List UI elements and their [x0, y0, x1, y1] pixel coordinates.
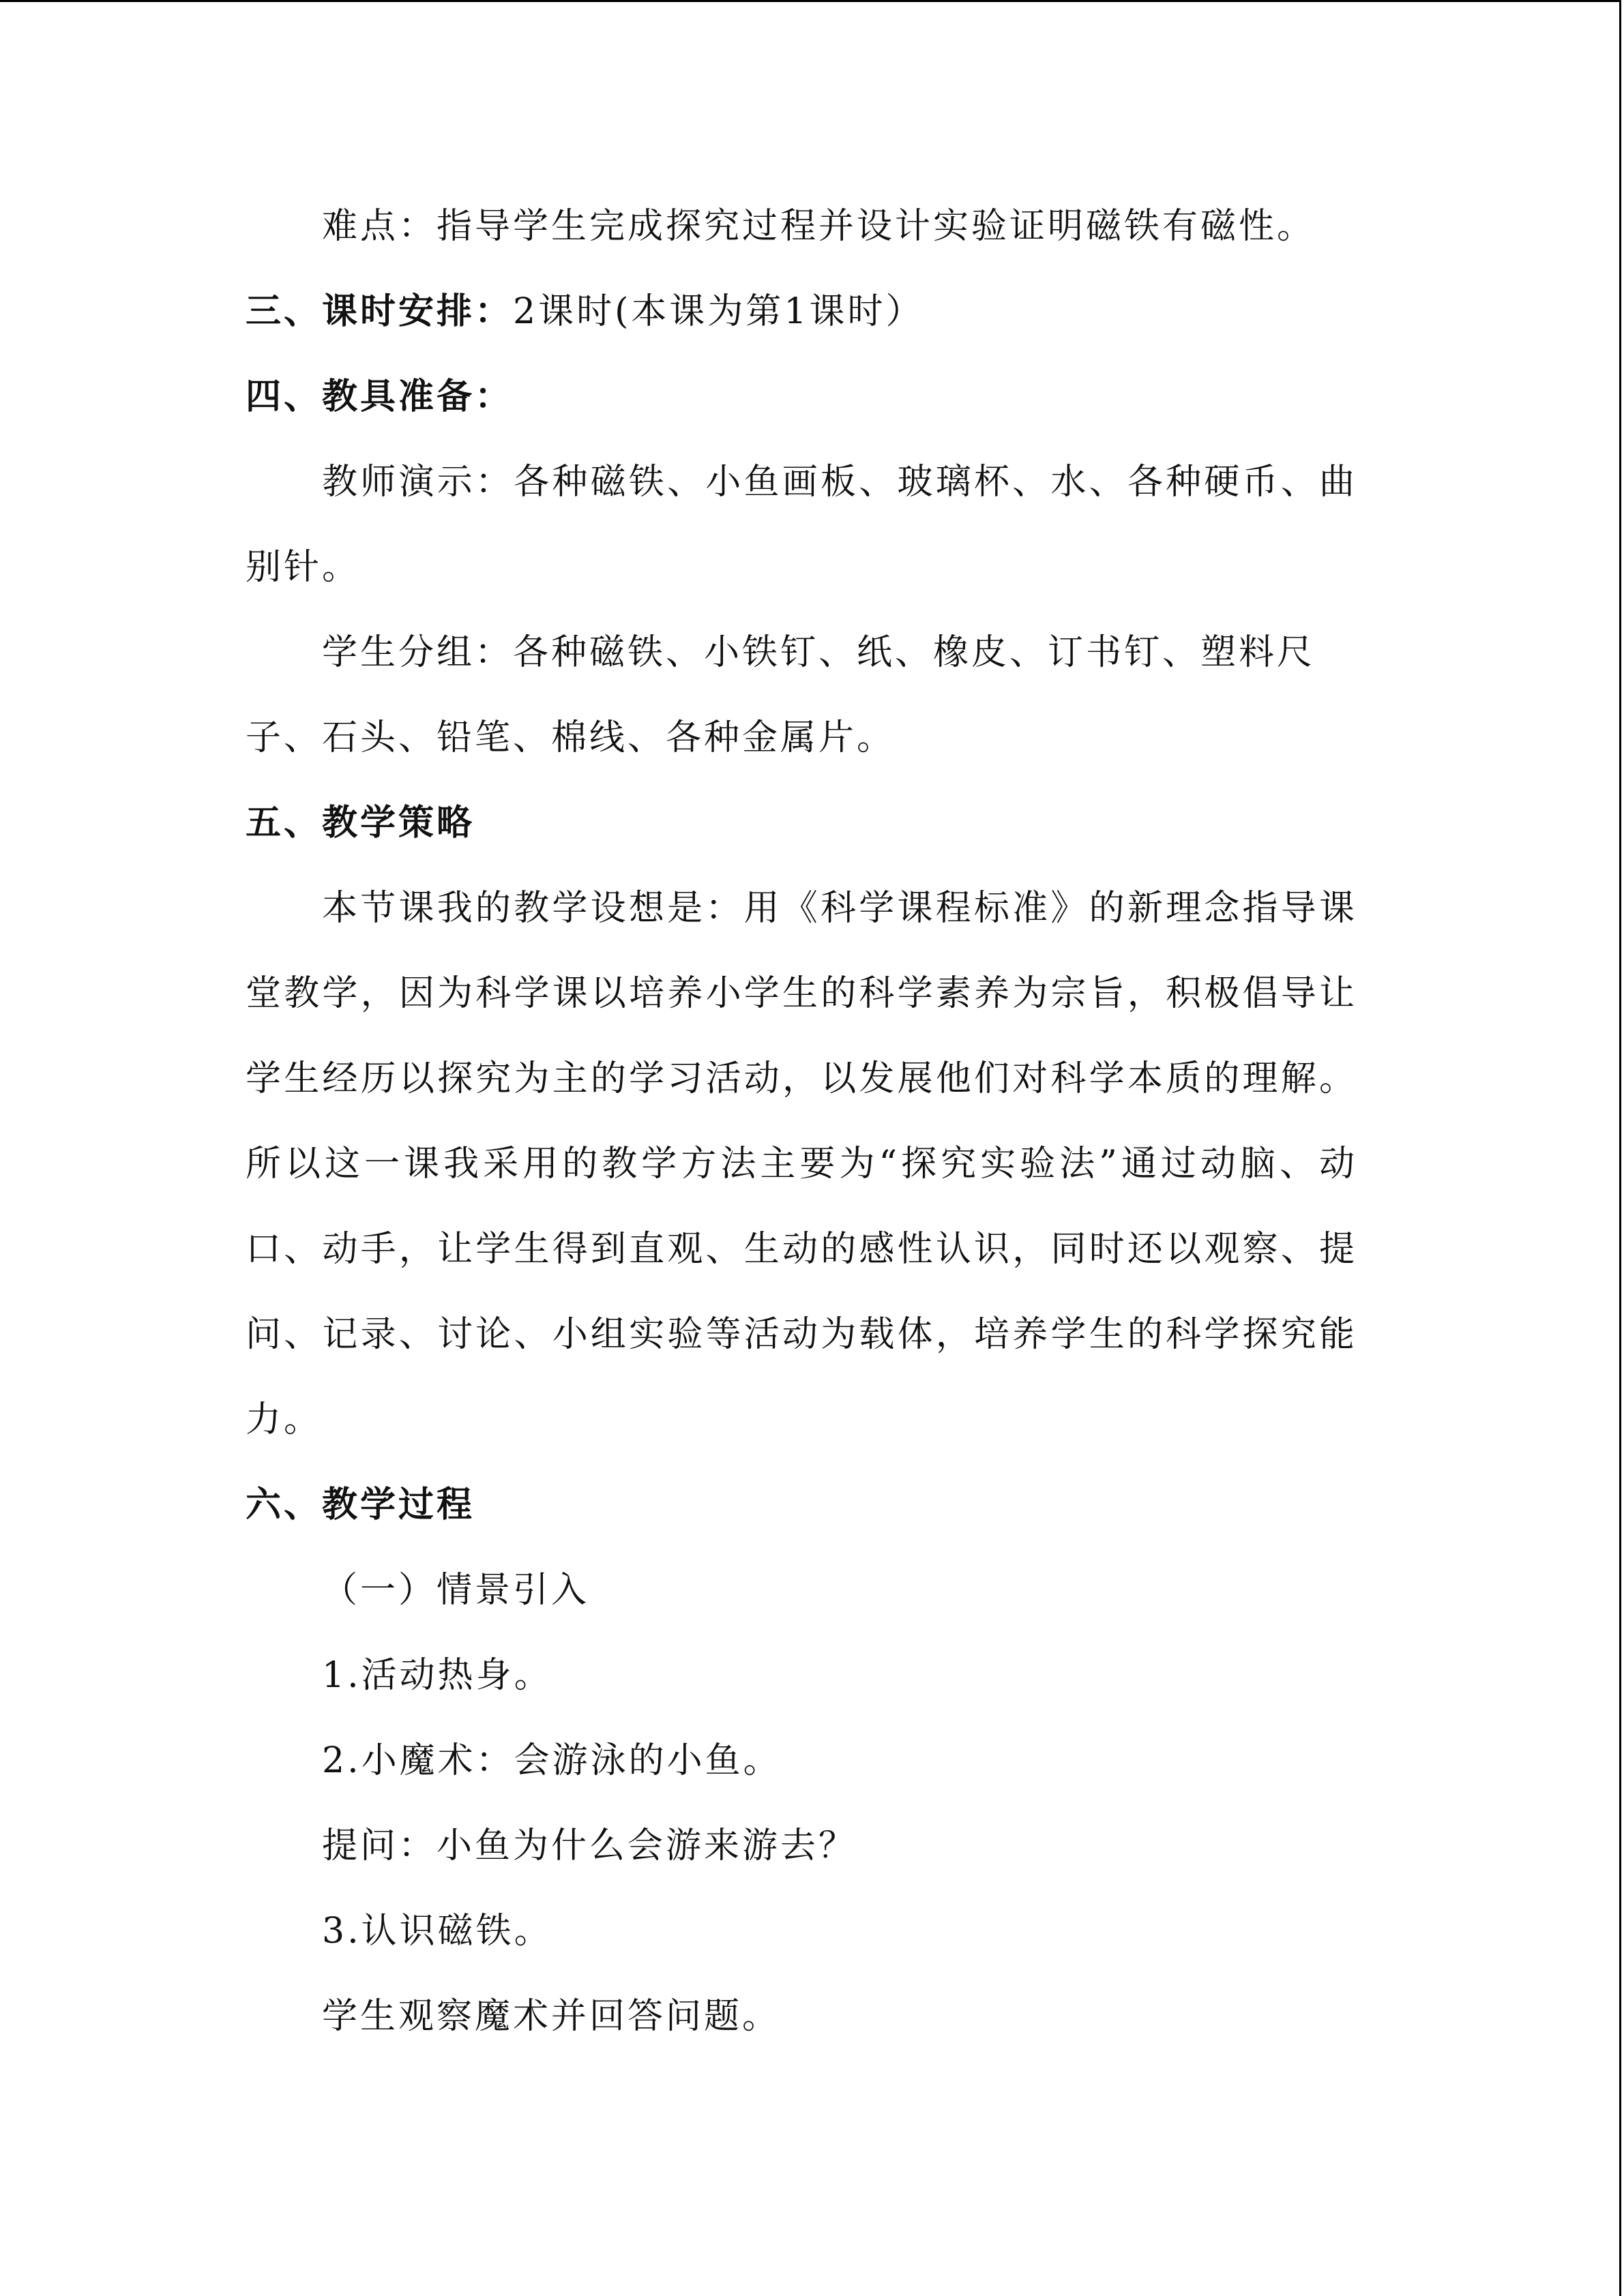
student-group-line-2: 子、石头、铅笔、棉线、各种金属片。	[246, 717, 896, 758]
section-5-heading: 五、教学策略	[246, 802, 475, 844]
section-3-heading	[246, 290, 924, 333]
strategy-line-5: 口、动手，让学生得到直观、生动的感性认识，同时还以观察、提	[246, 1229, 1357, 1270]
teacher-demo-line-2: 别针。	[246, 547, 361, 588]
process-item-5: 学生观察魔术并回答问题。	[322, 1996, 781, 2037]
teacher-demo-line-1: 教师演示：各种磁铁、小鱼画板、玻璃杯、水、各种硬币、曲	[322, 462, 1357, 503]
difficulty-text: 难点：指导学生完成探究过程并设计实验证明磁铁有磁性。	[322, 206, 1316, 247]
strategy-line-2: 堂教学，因为科学课以培养小学生的科学素养为宗旨，积极倡导让	[246, 973, 1357, 1014]
strategy-line-6: 问、记录、讨论、小组实验等活动为载体，培养学生的科学探究能	[246, 1314, 1357, 1355]
strategy-line-7: 力。	[246, 1399, 323, 1440]
strategy-line-4: 所以这一课我采用的教学方法主要为“探究实验法”通过动脑、动	[246, 1144, 1357, 1184]
strategy-line-3: 学生经历以探究为主的学习活动，以发展他们对科学本质的理解。	[246, 1058, 1357, 1099]
section-6-subheading: （一）情景引入	[322, 1570, 590, 1611]
student-group-line-1: 学生分组：各种磁铁、小铁钉、纸、橡皮、订书钉、塑料尺	[322, 632, 1316, 673]
section-3-text: 2课时(本课为第1课时）	[513, 291, 924, 332]
process-item-2: 2.小魔术：会游泳的小鱼。	[322, 1740, 782, 1781]
section-3-title: 三、课时安排：	[246, 290, 514, 332]
section-4-heading: 四、教具准备：	[246, 376, 514, 417]
process-item-1: 1.活动热身。	[322, 1655, 552, 1696]
process-item-4: 3.认识磁铁。	[322, 1911, 552, 1952]
strategy-line-1: 本节课我的教学设想是：用《科学课程标准》的新理念指导课	[322, 888, 1357, 929]
process-item-3: 提问：小鱼为什么会游来游去？	[322, 1825, 857, 1866]
section-6-heading: 六、教学过程	[246, 1484, 475, 1525]
